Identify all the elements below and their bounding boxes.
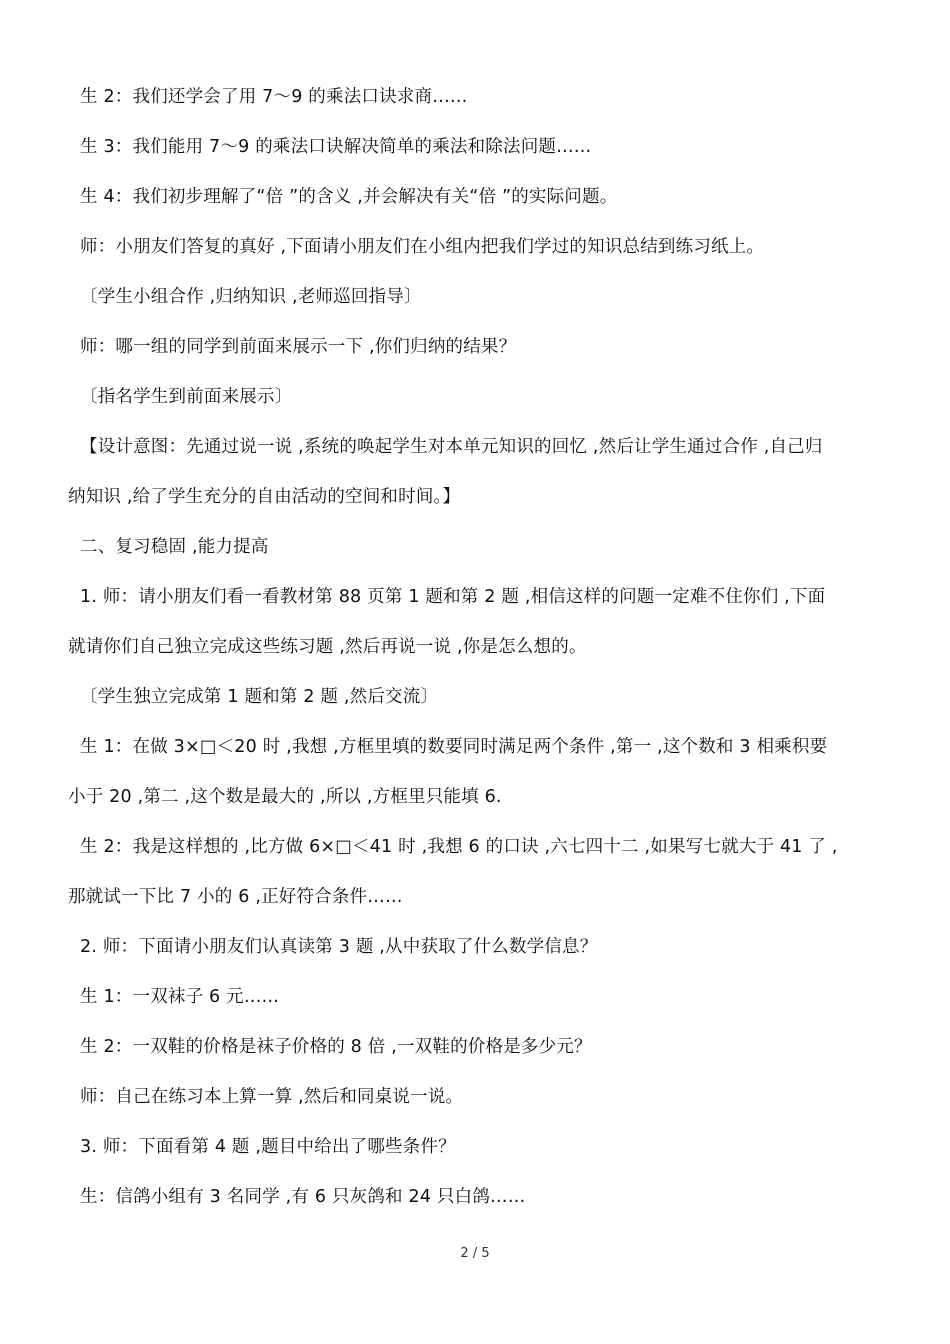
text-line: 就请你们自己独立完成这些练习题 ,然后再说一说 ,你是怎么想的。	[68, 637, 587, 657]
text-line: 师：哪一组的同学到前面来展示一下 ,你们归纳的结果？	[80, 337, 517, 357]
text-line: 生 2：我们还学会了用 7～9 的乘法口诀求商……	[80, 87, 468, 107]
text-line: 生 2：一双鞋的价格是袜子价格的 8 倍 ,一双鞋的价格是多少元？	[80, 1037, 592, 1057]
design-intent-line: 纳知识 ,给了学生充分的自由活动的空间和时间。】	[68, 487, 461, 507]
text-line: 2. 师：下面请小朋友们认真读第 3 题 ,从中获取了什么数学信息？	[80, 937, 598, 957]
text-line: 〔学生小组合作 ,归纳知识 ,老师巡回指导〕	[80, 287, 422, 307]
text-line: 〔指名学生到前面来展示〕	[80, 387, 293, 407]
text-line: 那就试一下比 7 小的 6 ,正好符合条件……	[68, 887, 403, 907]
text-line: 小于 20 ,第二 ,这个数是最大的 ,所以 ,方框里只能填 6.	[68, 787, 502, 807]
text-line: 3. 师：下面看第 4 题 ,题目中给出了哪些条件？	[80, 1137, 456, 1157]
text-line: 〔学生独立完成第 1 题和第 2 题 ,然后交流〕	[80, 687, 439, 707]
text-line: 生 3：我们能用 7～9 的乘法口诀解决简单的乘法和除法问题……	[80, 137, 592, 157]
text-line: 1. 师：请小朋友们看一看教材第 88 页第 1 题和第 2 题 ,相信这样的问题一定难不住你们 ,下面	[80, 587, 826, 607]
text-line: 生 1：在做 3×□＜20 时 ,我想 ,方框里填的数要同时满足两个条件 ,第一 ,这个数和 3 相乘积要	[80, 737, 828, 757]
text-line: 生 1：一双袜子 6 元……	[80, 987, 280, 1007]
text-line: 生 2：我是这样想的 ,比方做 6×□＜41 时 ,我想 6 的口诀 ,六七四十二 ,如果写七就大于 41 了 ,	[80, 837, 838, 857]
section-heading: 二、复习稳固 ,能力提高	[80, 537, 269, 557]
text-line: 生：信鸽小组有 3 名同学 ,有 6 只灰鸽和 24 只白鸽……	[80, 1187, 526, 1207]
design-intent-line: 【设计意图：先通过说一说 ,系统的唤起学生对本单元知识的回忆 ,然后让学生通过合作 ,自己归	[80, 437, 823, 457]
page-number: 2 / 5	[460, 1246, 490, 1261]
text-line: 师：小朋友们答复的真好 ,下面请小朋友们在小组内把我们学过的知识总结到练习纸上。	[80, 237, 765, 257]
text-line: 生 4：我们初步理解了“倍 ”的含义 ,并会解决有关“倍 ”的实际问题。	[80, 187, 618, 207]
text-line: 师：自己在练习本上算一算 ,然后和同桌说一说。	[80, 1087, 464, 1107]
